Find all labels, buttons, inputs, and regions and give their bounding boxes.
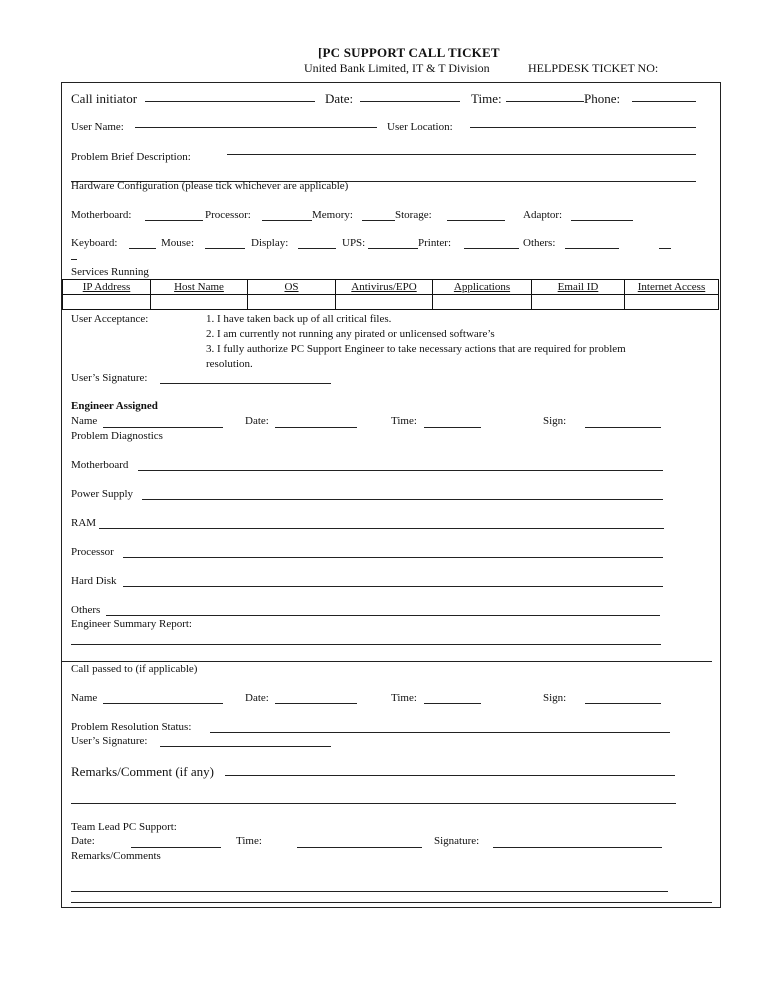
hw-display-field[interactable] xyxy=(298,248,336,249)
hw-others-label: Others: xyxy=(523,237,556,249)
team-lead-date-label: Date: xyxy=(71,835,95,847)
team-lead-remarks-label: Remarks/Comments xyxy=(71,850,161,862)
hw-storage-label: Storage: xyxy=(395,209,432,221)
user-signature-label: User’s Signature: xyxy=(71,372,148,384)
services-header-row xyxy=(63,280,719,295)
cell-internet-access[interactable] xyxy=(625,295,719,310)
team-lead-signature-field[interactable] xyxy=(493,847,662,848)
passed-date-label: Date: xyxy=(245,692,269,704)
engineer-assigned-heading: Engineer Assigned xyxy=(71,400,158,412)
services-running-label: Services Running xyxy=(71,266,149,278)
hw-display-label: Display: xyxy=(251,237,289,249)
team-lead-remarks-field[interactable] xyxy=(71,891,668,892)
call-initiator-label: Call initiator xyxy=(71,91,138,106)
engineer-summary-label: Engineer Summary Report: xyxy=(71,618,192,630)
resolution-status-label: Problem Resolution Status: xyxy=(71,721,192,733)
hw-adaptor-label: Adaptor: xyxy=(523,209,563,221)
user-location-field[interactable] xyxy=(470,127,696,128)
form-title: [PC SUPPORT CALL TICKET xyxy=(318,45,500,60)
diag-processor-field[interactable] xyxy=(123,557,663,558)
engineer-sign-label: Sign: xyxy=(543,415,567,427)
diag-others-field[interactable] xyxy=(106,615,660,616)
hw-extra-mark xyxy=(71,259,77,260)
ticket-no-label: HELPDESK TICKET NO: xyxy=(528,61,659,75)
acceptance-item-1: 1. I have taken back up of all critical files. xyxy=(206,313,392,325)
hw-storage-field[interactable] xyxy=(447,220,505,221)
hw-printer-label: Printer: xyxy=(418,237,451,249)
acceptance-item-2: 2. I am currently not running any pirated or unlicensed software’s xyxy=(206,328,495,340)
diag-motherboard-field[interactable] xyxy=(138,470,663,471)
organization-name: United Bank Limited, IT & T Division xyxy=(304,61,490,75)
engineer-name-label: Name xyxy=(71,415,98,427)
remarks-comment-field-2[interactable] xyxy=(71,803,676,804)
engineer-date-field[interactable] xyxy=(275,427,357,428)
cell-antivirus[interactable] xyxy=(336,295,433,310)
hw-keyboard-label: Keyboard: xyxy=(71,237,118,249)
hw-extra-field[interactable] xyxy=(659,248,671,249)
engineer-sign-field[interactable] xyxy=(585,427,661,428)
cell-email-id[interactable] xyxy=(532,295,625,310)
engineer-name-field[interactable] xyxy=(103,427,223,428)
passed-user-signature-label: User’s Signature: xyxy=(71,735,148,747)
hw-printer-field[interactable] xyxy=(464,248,519,249)
resolution-status-field[interactable] xyxy=(210,732,670,733)
diag-ram-field[interactable] xyxy=(99,528,664,529)
diag-motherboard-label: Motherboard xyxy=(71,459,129,471)
col-email-id: Email ID xyxy=(532,280,625,295)
user-acceptance-label: User Acceptance: xyxy=(71,313,149,325)
remarks-comment-field[interactable] xyxy=(225,775,675,776)
hw-processor-field[interactable] xyxy=(262,220,312,221)
hw-ups-field[interactable] xyxy=(368,248,418,249)
services-table xyxy=(62,279,719,310)
engineer-time-field[interactable] xyxy=(424,427,481,428)
passed-sign-field[interactable] xyxy=(585,703,661,704)
passed-time-field[interactable] xyxy=(424,703,481,704)
passed-sign-label: Sign: xyxy=(543,692,567,704)
cell-applications[interactable] xyxy=(433,295,532,310)
problem-diagnostics-label: Problem Diagnostics xyxy=(71,430,163,442)
hw-processor-label: Processor: xyxy=(205,209,251,221)
hw-adaptor-field[interactable] xyxy=(571,220,633,221)
engineer-time-label: Time: xyxy=(391,415,417,427)
call-time-field[interactable] xyxy=(506,101,584,102)
col-host-name: Host Name xyxy=(151,280,248,295)
call-date-field[interactable] xyxy=(360,101,460,102)
engineer-summary-field[interactable] xyxy=(71,644,661,645)
acceptance-item-3-cont: resolution. xyxy=(206,358,253,370)
diag-hard-disk-label: Hard Disk xyxy=(71,575,117,587)
services-input-row xyxy=(63,295,719,310)
form-frame xyxy=(61,82,721,908)
team-lead-time-label: Time: xyxy=(236,835,262,847)
col-applications: Applications xyxy=(433,280,532,295)
hw-motherboard-field[interactable] xyxy=(145,220,203,221)
team-lead-remarks-field-2[interactable] xyxy=(71,902,712,903)
team-lead-time-field[interactable] xyxy=(297,847,422,848)
cell-ip-address[interactable] xyxy=(63,295,151,310)
hardware-config-label: Hardware Configuration (please tick whichever are applicable) xyxy=(71,180,349,192)
passed-date-field[interactable] xyxy=(275,703,357,704)
call-passed-heading: Call passed to (if applicable) xyxy=(71,663,198,675)
problem-description-label: Problem Brief Description: xyxy=(71,151,191,163)
remarks-comment-label: Remarks/Comment (if any) xyxy=(71,764,214,779)
call-date-label: Date: xyxy=(325,91,354,106)
team-lead-heading: Team Lead PC Support: xyxy=(71,821,177,833)
hw-others-field[interactable] xyxy=(565,248,619,249)
hw-memory-field[interactable] xyxy=(362,220,395,221)
call-time-label: Time: xyxy=(471,91,502,106)
hw-motherboard-label: Motherboard: xyxy=(71,209,132,221)
diag-processor-label: Processor xyxy=(71,546,114,558)
diag-ram-label: RAM xyxy=(71,517,97,529)
user-signature-field[interactable] xyxy=(160,383,331,384)
col-antivirus: Antivirus/EPO xyxy=(336,280,433,295)
col-os: OS xyxy=(248,280,336,295)
user-name-field[interactable] xyxy=(135,127,377,128)
col-ip-address: IP Address xyxy=(63,280,151,295)
acceptance-item-3: 3. I fully authorize PC Support Engineer to take necessary actions that are required for problem xyxy=(206,343,626,355)
user-name-label: User Name: xyxy=(71,121,124,133)
hw-mouse-field[interactable] xyxy=(205,248,245,249)
phone-label: Phone: xyxy=(584,91,621,106)
engineer-date-label: Date: xyxy=(245,415,269,427)
call-initiator-field[interactable] xyxy=(145,101,315,102)
user-location-label: User Location: xyxy=(387,121,453,133)
diag-power-supply-field[interactable] xyxy=(142,499,663,500)
hw-memory-label: Memory: xyxy=(312,209,353,221)
hw-ups-label: UPS: xyxy=(342,237,366,249)
passed-name-field[interactable] xyxy=(103,703,223,704)
diag-hard-disk-field[interactable] xyxy=(123,586,663,587)
team-lead-signature-label: Signature: xyxy=(434,835,480,847)
section-divider xyxy=(61,661,712,662)
diag-others-label: Others xyxy=(71,604,101,616)
passed-user-signature-field[interactable] xyxy=(160,746,331,747)
team-lead-date-field[interactable] xyxy=(131,847,221,848)
col-internet-access: Internet Access xyxy=(625,280,719,295)
diag-power-supply-label: Power Supply xyxy=(71,488,134,500)
phone-field[interactable] xyxy=(632,101,696,102)
problem-description-field[interactable] xyxy=(227,154,696,155)
cell-os[interactable] xyxy=(248,295,336,310)
passed-time-label: Time: xyxy=(391,692,417,704)
cell-host-name[interactable] xyxy=(151,295,248,310)
passed-name-label: Name xyxy=(71,692,98,704)
hw-mouse-label: Mouse: xyxy=(161,237,194,249)
hw-keyboard-field[interactable] xyxy=(129,248,156,249)
